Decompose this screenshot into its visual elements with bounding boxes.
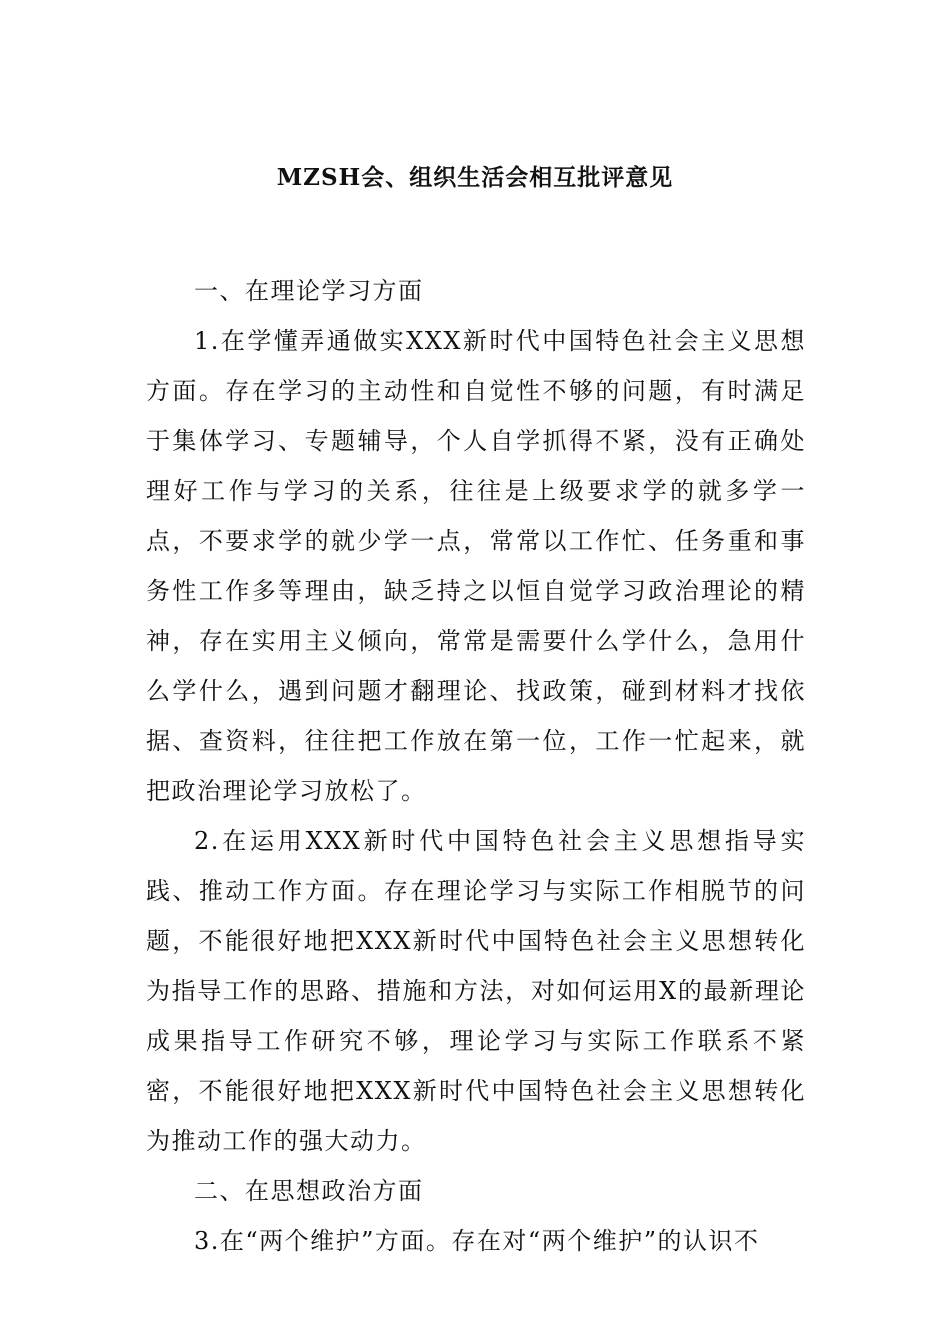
paragraph: 3.在“两个维护”方面。存在对“两个维护”的认识不 [194, 1227, 760, 1255]
paragraph: 2.在运用XXX新时代中国特色社会主义思想指导实践、推动工作方面。存在理论学习与实际工作相脱节的问题，不能很好地把XXX新时代中国特色社会主义思想转化为指导工作的思路、措施和方法，对如何运用X的最新理论成果指导工作研究不够，理论学习与实际工作联系不紧密，不能很好地把XXX新时代中国特色社会主义思想转化为推动工作的强大动力。 [146, 827, 806, 1155]
document-body [146, 266, 806, 1266]
paragraph: 1.在学懂弄通做实XXX新时代中国特色社会主义思想方面。存在学习的主动性和自觉性不够的问题，有时满足于集体学习、专题辅导，个人自学抓得不紧，没有正确处理好工作与学习的关系，往往是上级要求学的就多学一点，不要求学的就少学一点，常常以工作忙、任务重和事务性工作多等理由，缺乏持之以恒自觉学习政治理论的精神，存在实用主义倾向，常常是需要什么学什么，急用什么学什么，遇到问题才翻理论、找政策，碰到材料才找依据、查资料，往往把工作放在第一位，工作一忙起来，就把政治理论学习放松了。 [146, 327, 806, 805]
section-heading: 一、在理论学习方面 [194, 277, 424, 305]
document-title: MZSH会、组织生活会相互批评意见 [276, 164, 674, 191]
section-heading: 二、在思想政治方面 [194, 1177, 424, 1205]
